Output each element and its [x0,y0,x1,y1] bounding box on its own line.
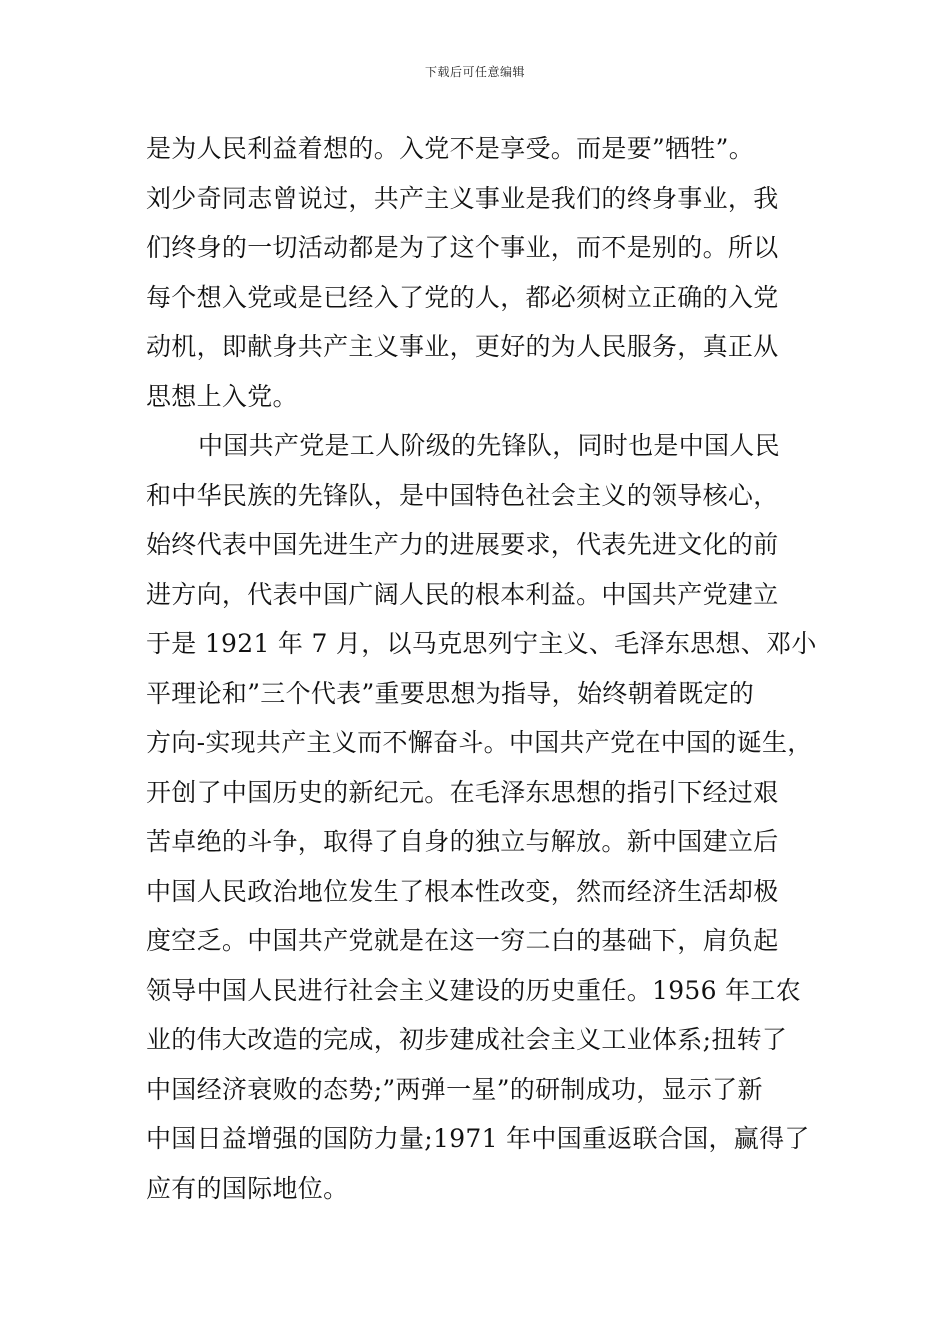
text-line: 每个想入党或是已经入了党的人，都必须树立正确的入党 [146,282,779,312]
text-line: 领导中国人民进行社会主义建设的历史重任。1956 年工农 [146,975,801,1005]
text-line: 应有的国际地位。 [146,1173,349,1203]
page-header: 下载后可任意编辑 [424,65,525,79]
text-line: 进方向，代表中国广阔人民的根本利益。中国共产党建立 [146,579,779,609]
text-line: 开创了中国历史的新纪元。在毛泽东思想的指引下经过艰 [146,777,779,807]
text-line: 中国日益增强的国防力量;1971 年中国重返联合国，赢得了 [146,1124,810,1153]
text-line: 度空乏。中国共产党就是在这一穷二白的基础下，肩负起 [146,926,779,955]
text-line: 中国经济衰败的态势;”两弹一星”的研制成功，显示了新 [146,1074,763,1104]
text-line: 方向-实现共产主义而不懈奋斗。中国共产党在中国的诞生， [146,728,813,757]
text-line: 中国共产党是工人阶级的先锋队，同时也是中国人民 [198,431,780,460]
text-line: 业的伟大改造的完成，初步建成社会主义工业体系;扭转了 [146,1025,788,1054]
text-line: 于是 1921 年 7 月，以马克思列宁主义、毛泽东思想、邓小 [146,629,817,658]
document-body [146,124,826,1213]
text-line: 是为人民利益着想的。入党不是享受。而是要”牺牲”。 [146,134,755,163]
text-line: 平理论和”三个代表”重要思想为指导，始终朝着既定的 [146,678,755,708]
text-line: 们终身的一切活动都是为了这个事业，而不是别的。所以 [146,233,779,262]
paragraph [146,421,826,1213]
text-line: 思想上入党。 [146,381,298,411]
text-line: 动机，即献身共产主义事业，更好的为人民服务，真正从 [146,332,779,361]
text-line: 始终代表中国先进生产力的进展要求，代表先进文化的前 [146,530,779,559]
text-line: 苦卓绝的斗争，取得了自身的独立与解放。新中国建立后 [146,827,779,856]
text-line: 和中华民族的先锋队，是中国特色社会主义的领导核心， [146,480,779,510]
text-line: 刘少奇同志曾说过，共产主义事业是我们的终身事业，我 [146,183,779,213]
paragraph [146,124,826,421]
text-line: 中国人民政治地位发生了根本性改变，然而经济生活却极 [146,876,779,906]
